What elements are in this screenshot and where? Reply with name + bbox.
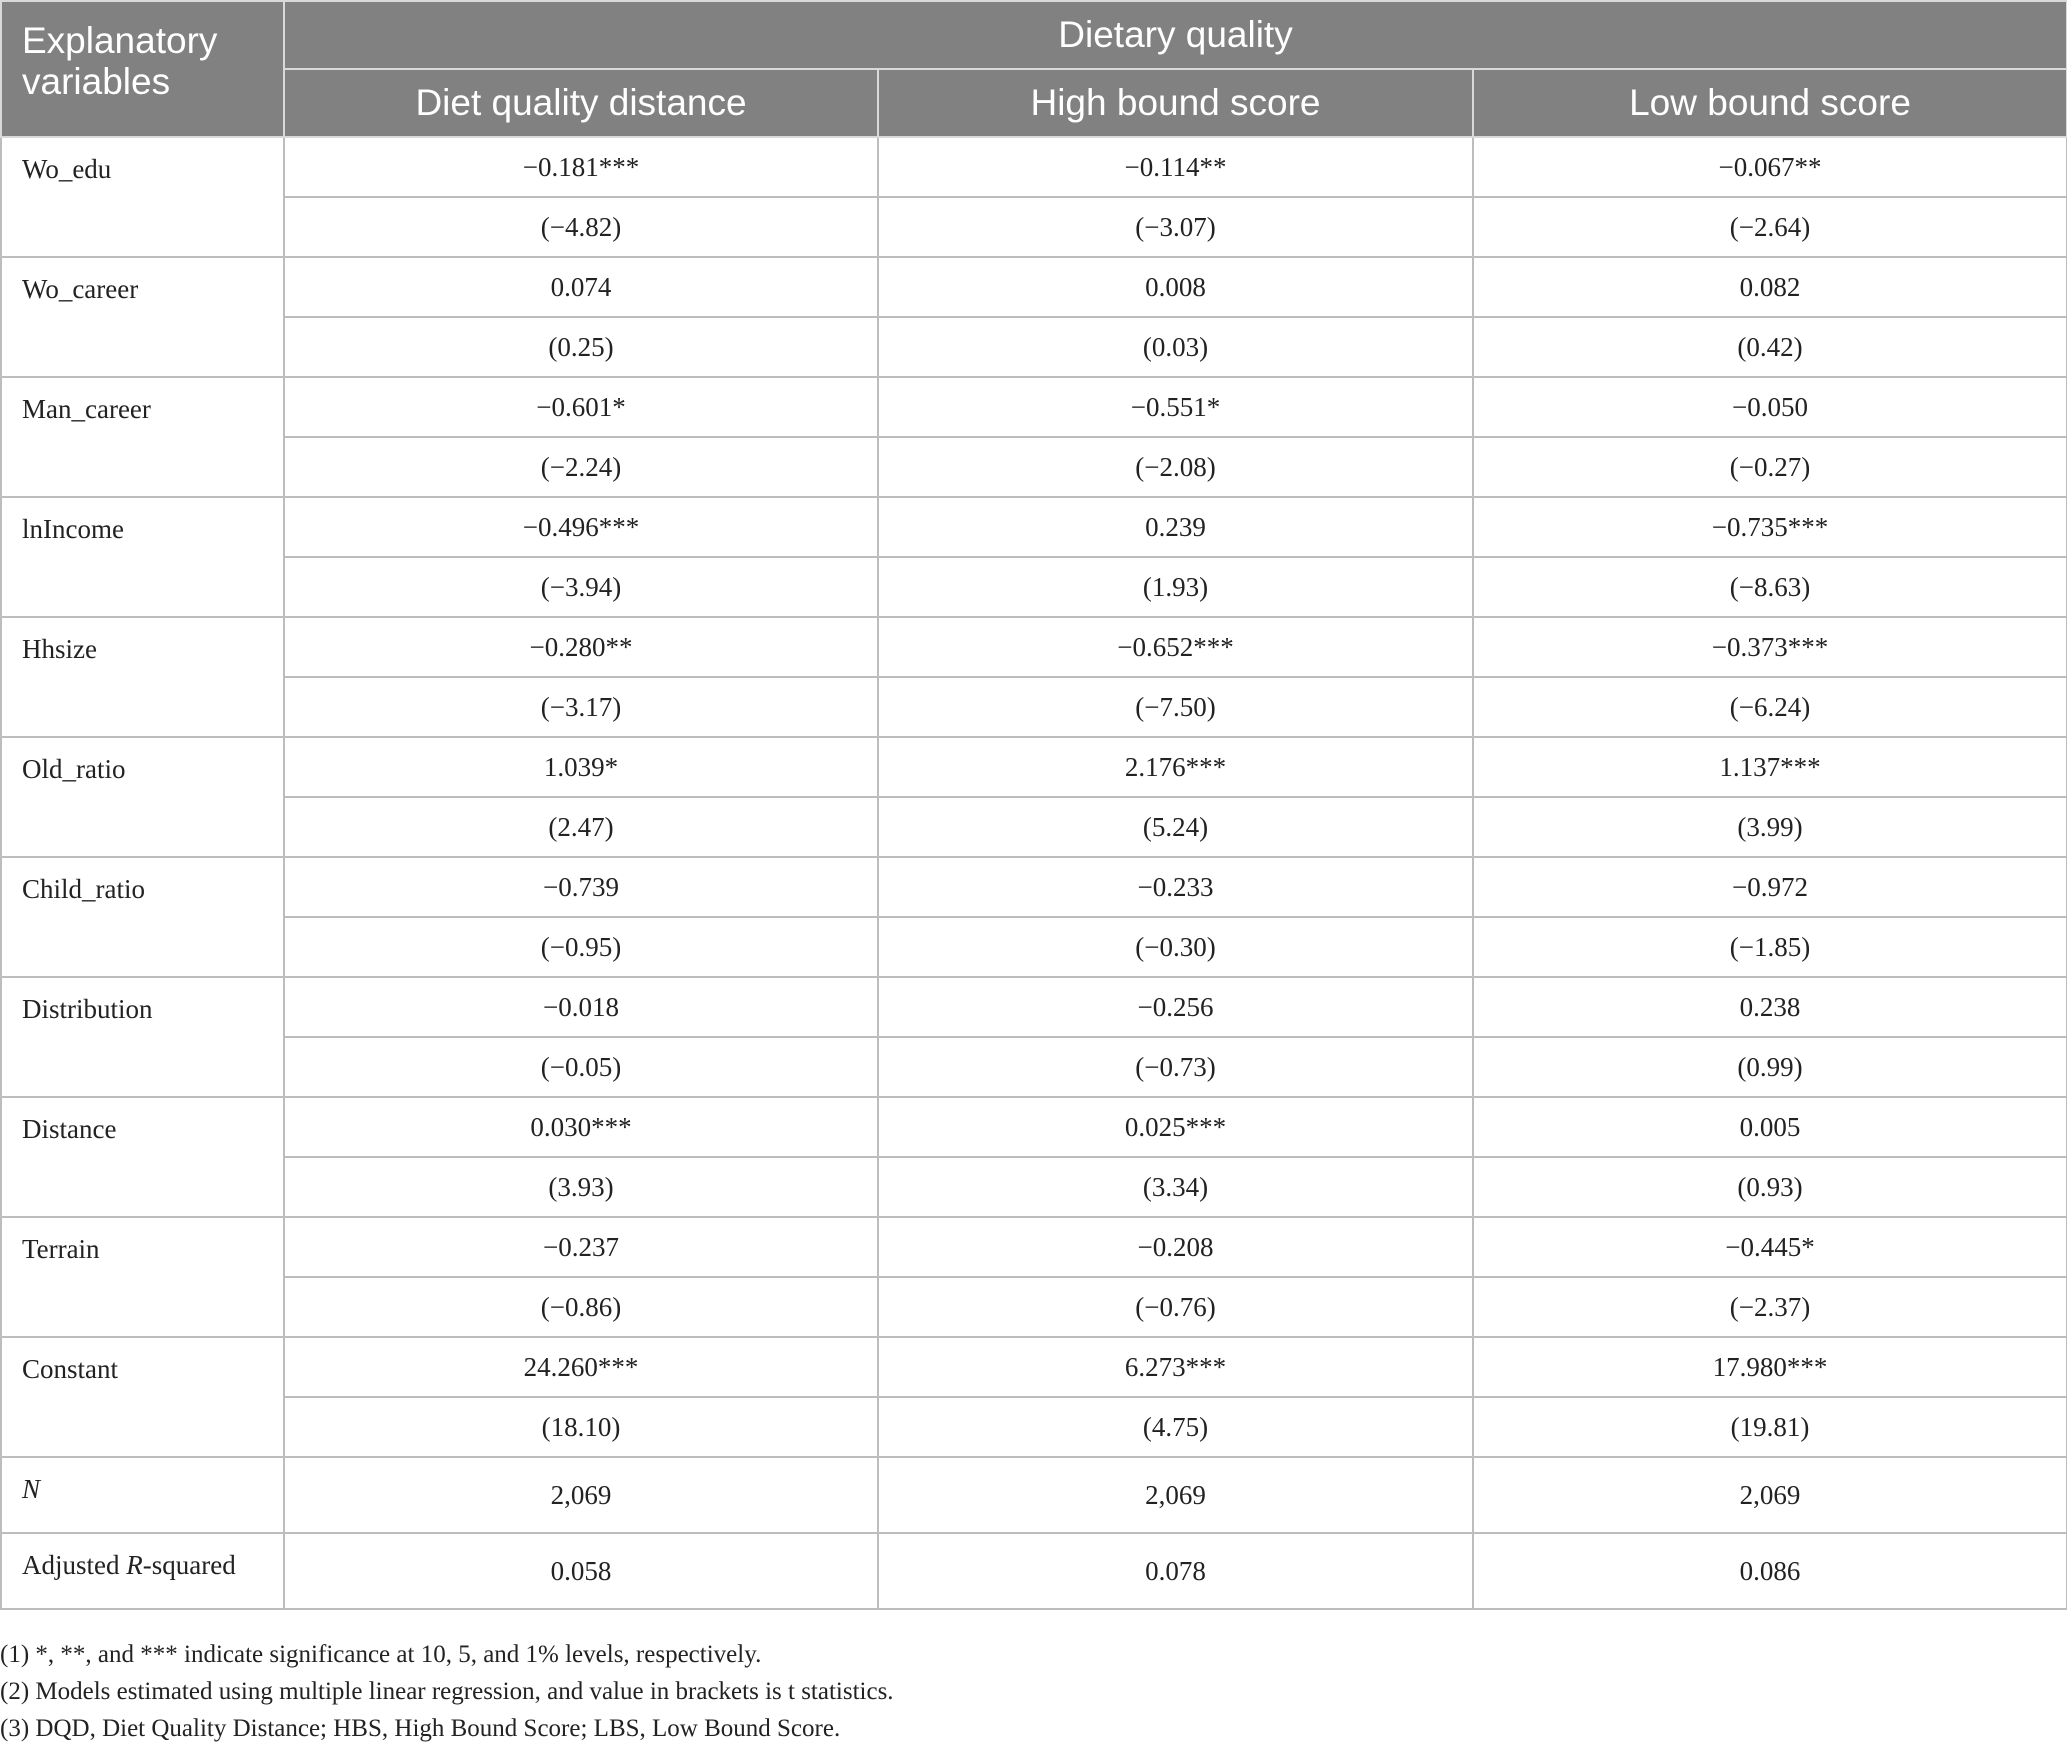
t-statistic-cell: (−2.64): [1473, 197, 2067, 257]
t-statistic-cell: (−0.05): [284, 1037, 878, 1097]
variable-name: Distribution: [1, 977, 284, 1097]
coefficient-cell: 1.039*: [284, 737, 878, 797]
t-statistic-cell: (−0.73): [878, 1037, 1473, 1097]
adjusted-r-squared-cell: 0.086: [1473, 1533, 2067, 1609]
t-statistic-cell: (−2.24): [284, 437, 878, 497]
coefficient-cell: 0.025***: [878, 1097, 1473, 1157]
coefficient-cell: −0.067**: [1473, 137, 2067, 197]
coefficient-cell: −0.601*: [284, 377, 878, 437]
table-row: [1, 1157, 2067, 1217]
t-statistic-cell: (−0.27): [1473, 437, 2067, 497]
coefficient-cell: −0.018: [284, 977, 878, 1037]
t-statistic-cell: (−4.82): [284, 197, 878, 257]
table-body: [1, 137, 2067, 1609]
note-2: (2) Models estimated using multiple linear regression, and value in brackets is t statistics.: [0, 1678, 894, 1705]
table-row: [1, 1097, 2067, 1157]
coefficient-cell: −0.652***: [878, 617, 1473, 677]
coefficient-cell: 0.239: [878, 497, 1473, 557]
variable-name: Wo_edu: [1, 137, 284, 257]
table-row: [1, 977, 2067, 1037]
observations-cell: 2,069: [284, 1457, 878, 1533]
variable-name: Wo_career: [1, 257, 284, 377]
t-statistic-cell: (−2.37): [1473, 1277, 2067, 1337]
coefficient-cell: −0.445*: [1473, 1217, 2067, 1277]
table-notes: [0, 1636, 894, 1747]
t-statistic-cell: (19.81): [1473, 1397, 2067, 1457]
table-row: [1, 137, 2067, 197]
observations-label: [1, 1457, 284, 1533]
t-statistic-cell: (−6.24): [1473, 677, 2067, 737]
table-row: [1, 1337, 2067, 1397]
r2-label-suffix: -squared: [142, 1550, 236, 1580]
table-row: [1, 317, 2067, 377]
coefficient-cell: −0.237: [284, 1217, 878, 1277]
coefficient-cell: 0.005: [1473, 1097, 2067, 1157]
coefficient-cell: −0.972: [1473, 857, 2067, 917]
variable-name: Child_ratio: [1, 857, 284, 977]
dietary-quality-header: Dietary quality: [284, 1, 2067, 69]
table-row: [1, 1533, 2067, 1609]
coefficient-cell: −0.496***: [284, 497, 878, 557]
t-statistic-cell: (2.47): [284, 797, 878, 857]
coefficient-cell: −0.373***: [1473, 617, 2067, 677]
note-3: (3) DQD, Diet Quality Distance; HBS, High Bound Score; LBS, Low Bound Score.: [0, 1715, 841, 1742]
variable-name: Old_ratio: [1, 737, 284, 857]
variable-name: Terrain: [1, 1217, 284, 1337]
coefficient-cell: 1.137***: [1473, 737, 2067, 797]
t-statistic-cell: (18.10): [284, 1397, 878, 1457]
explanatory-variables-header: Explanatory variables: [1, 1, 284, 137]
table-row: [1, 557, 2067, 617]
coefficient-cell: 0.008: [878, 257, 1473, 317]
coefficient-cell: −0.208: [878, 1217, 1473, 1277]
t-statistic-cell: (1.93): [878, 557, 1473, 617]
coefficient-cell: −0.551*: [878, 377, 1473, 437]
observations-cell: 2,069: [878, 1457, 1473, 1533]
note-1: (1) *, **, and *** indicate significance at 10, 5, and 1% levels, respectively.: [0, 1641, 762, 1668]
table-row: [1, 497, 2067, 557]
table-row: [1, 197, 2067, 257]
coefficient-cell: −0.256: [878, 977, 1473, 1037]
variable-name: Distance: [1, 1097, 284, 1217]
t-statistic-cell: (−8.63): [1473, 557, 2067, 617]
t-statistic-cell: (4.75): [878, 1397, 1473, 1457]
t-statistic-cell: (0.03): [878, 317, 1473, 377]
t-statistic-cell: (−0.95): [284, 917, 878, 977]
column-header-lbs: Low bound score: [1473, 69, 2067, 137]
adjusted-r-squared-cell: 0.078: [878, 1533, 1473, 1609]
coefficient-cell: 0.074: [284, 257, 878, 317]
r2-label-italic: R: [126, 1550, 143, 1580]
coefficient-cell: 24.260***: [284, 1337, 878, 1397]
t-statistic-cell: (−0.76): [878, 1277, 1473, 1337]
variable-name: lnIncome: [1, 497, 284, 617]
adjusted-r-squared-label: [1, 1533, 284, 1609]
table-row: [1, 797, 2067, 857]
coefficient-cell: −0.739: [284, 857, 878, 917]
table-row: [1, 1277, 2067, 1337]
table-row: [1, 257, 2067, 317]
table-row: [1, 677, 2067, 737]
coefficient-cell: 6.273***: [878, 1337, 1473, 1397]
table-row: [1, 1397, 2067, 1457]
coefficient-cell: 0.082: [1473, 257, 2067, 317]
coefficient-cell: −0.181***: [284, 137, 878, 197]
table-row: [1, 617, 2067, 677]
variable-name: Man_career: [1, 377, 284, 497]
variable-name: Hhsize: [1, 617, 284, 737]
t-statistic-cell: (−7.50): [878, 677, 1473, 737]
t-statistic-cell: (−3.17): [284, 677, 878, 737]
coefficient-cell: −0.114**: [878, 137, 1473, 197]
t-statistic-cell: (−3.07): [878, 197, 1473, 257]
observations-label-text: N: [22, 1474, 41, 1504]
t-statistic-cell: (−3.94): [284, 557, 878, 617]
coefficient-cell: −0.050: [1473, 377, 2067, 437]
coefficient-cell: 0.238: [1473, 977, 2067, 1037]
column-header-hbs: High bound score: [878, 69, 1473, 137]
t-statistic-cell: (3.99): [1473, 797, 2067, 857]
adjusted-r-squared-cell: 0.058: [284, 1533, 878, 1609]
coefficient-cell: −0.280**: [284, 617, 878, 677]
t-statistic-cell: (−0.30): [878, 917, 1473, 977]
t-statistic-cell: (0.99): [1473, 1037, 2067, 1097]
t-statistic-cell: (0.42): [1473, 317, 2067, 377]
t-statistic-cell: (3.93): [284, 1157, 878, 1217]
table-row: [1, 1457, 2067, 1533]
t-statistic-cell: (3.34): [878, 1157, 1473, 1217]
t-statistic-cell: (0.93): [1473, 1157, 2067, 1217]
variable-name: Constant: [1, 1337, 284, 1457]
table-row: [1, 857, 2067, 917]
table-row: [1, 737, 2067, 797]
t-statistic-cell: (0.25): [284, 317, 878, 377]
t-statistic-cell: (−1.85): [1473, 917, 2067, 977]
coefficient-cell: 2.176***: [878, 737, 1473, 797]
table-row: [1, 377, 2067, 437]
table-row: [1, 1037, 2067, 1097]
t-statistic-cell: (−0.86): [284, 1277, 878, 1337]
t-statistic-cell: (5.24): [878, 797, 1473, 857]
table-row: [1, 1217, 2067, 1277]
coefficient-cell: 17.980***: [1473, 1337, 2067, 1397]
t-statistic-cell: (−2.08): [878, 437, 1473, 497]
observations-cell: 2,069: [1473, 1457, 2067, 1533]
coefficient-cell: −0.233: [878, 857, 1473, 917]
column-header-dqd: Diet quality distance: [284, 69, 878, 137]
coefficient-cell: −0.735***: [1473, 497, 2067, 557]
table-row: [1, 437, 2067, 497]
coefficient-cell: 0.030***: [284, 1097, 878, 1157]
r2-label-prefix: Adjusted: [22, 1550, 127, 1580]
table-row: [1, 917, 2067, 977]
